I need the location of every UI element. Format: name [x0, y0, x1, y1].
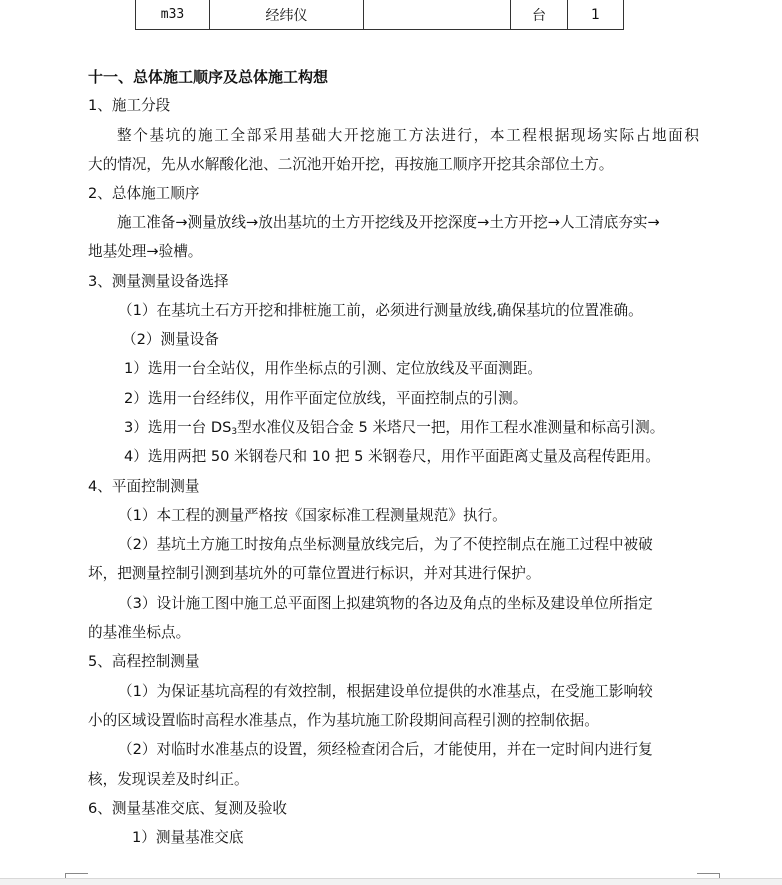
- paragraph-line: 的基准坐标点。: [88, 624, 191, 641]
- subsection-title: 1、施工分段: [88, 97, 171, 114]
- list-item: （2）测量设备: [122, 331, 219, 348]
- list-item: 1）测量基准交底: [132, 829, 244, 846]
- paragraph-line: 地基处理→验槽。: [88, 243, 203, 260]
- table-cell-spec: [364, 0, 511, 30]
- table-cell-unit: 台: [511, 0, 568, 30]
- subsection-title: 6、测量基准交底、复测及验收: [88, 800, 288, 817]
- subsection-title: 4、平面控制测量: [88, 478, 200, 495]
- section-heading: 十一、总体施工顺序及总体施工构想: [88, 68, 329, 86]
- list-item: （1）本工程的测量严格按《国家标准工程测量规范》执行。: [118, 507, 507, 524]
- paragraph-line: （2）对临时水准基点的设置，须经检查闭合后，才能使用，并在一定时间内进行复: [118, 741, 653, 758]
- list-item: 2）选用一台经纬仪，用作平面定位放线，平面控制点的引测。: [124, 390, 528, 407]
- table-cell-name: 经纬仪: [210, 0, 364, 30]
- subsection-title: 3、测量测量设备选择: [88, 273, 229, 290]
- subsection-title: 2、总体施工顺序: [88, 185, 200, 202]
- subscript-text: 3: [231, 427, 238, 437]
- table-cell-code: m33: [136, 0, 210, 30]
- paragraph-line: 整个基坑的施工全部采用基础大开挖施工方法进行，本工程根据现场实际占地面积: [117, 127, 699, 144]
- paragraph-line: （3）设计施工图中施工总平面图上拟建筑物的各边及角点的坐标及建设单位所指定: [118, 595, 653, 612]
- paragraph-line: 坏，把测量控制引测到基坑外的可靠位置进行标识，并对其进行保护。: [88, 565, 541, 582]
- list-item: 4）选用两把 50 米钢卷尺和 10 把 5 米钢卷尺，用作平面距离丈量及高程传距用。: [124, 448, 660, 465]
- list-item-text-before: 3）选用一台 DS: [124, 419, 232, 436]
- equipment-table-fragment: [135, 0, 624, 30]
- paragraph-line: 大的情况，先从水解酸化池、二沉池开始开挖，再按施工顺序开挖其余部位土方。: [88, 156, 614, 173]
- paragraph-line: （2）基坑土方施工时按角点坐标测量放线完后，为了不使控制点在施工过程中被破: [118, 536, 653, 553]
- paragraph-line: 核，发现误差及时纠正。: [88, 771, 249, 788]
- paragraph-line: 小的区域设置临时高程水准基点，作为基坑施工阶段期间高程引测的控制依据。: [88, 712, 599, 729]
- paragraph-line: 施工准备→测量放线→放出基坑的土方开挖线及开挖深度→土方开挖→人工清底夯实→: [117, 214, 660, 231]
- list-item: （1）在基坑土石方开挖和排桩施工前，必须进行测量放线,确保基坑的位置准确。: [118, 302, 643, 319]
- list-item: 1）选用一台全站仪，用作坐标点的引测、定位放线及平面测距。: [124, 360, 542, 377]
- list-item: [124, 418, 664, 442]
- table-row: [136, 0, 624, 30]
- table-cell-qty: 1: [568, 0, 624, 30]
- subsection-title: 5、高程控制测量: [88, 653, 200, 670]
- paragraph-line: （1）为保证基坑高程的有效控制，根据建设单位提供的水准基点，在受施工影响较: [118, 683, 653, 700]
- list-item-text-after: 型水准仪及铝合金 5 米塔尺一把，用作工程水准测量和标高引测。: [237, 419, 665, 436]
